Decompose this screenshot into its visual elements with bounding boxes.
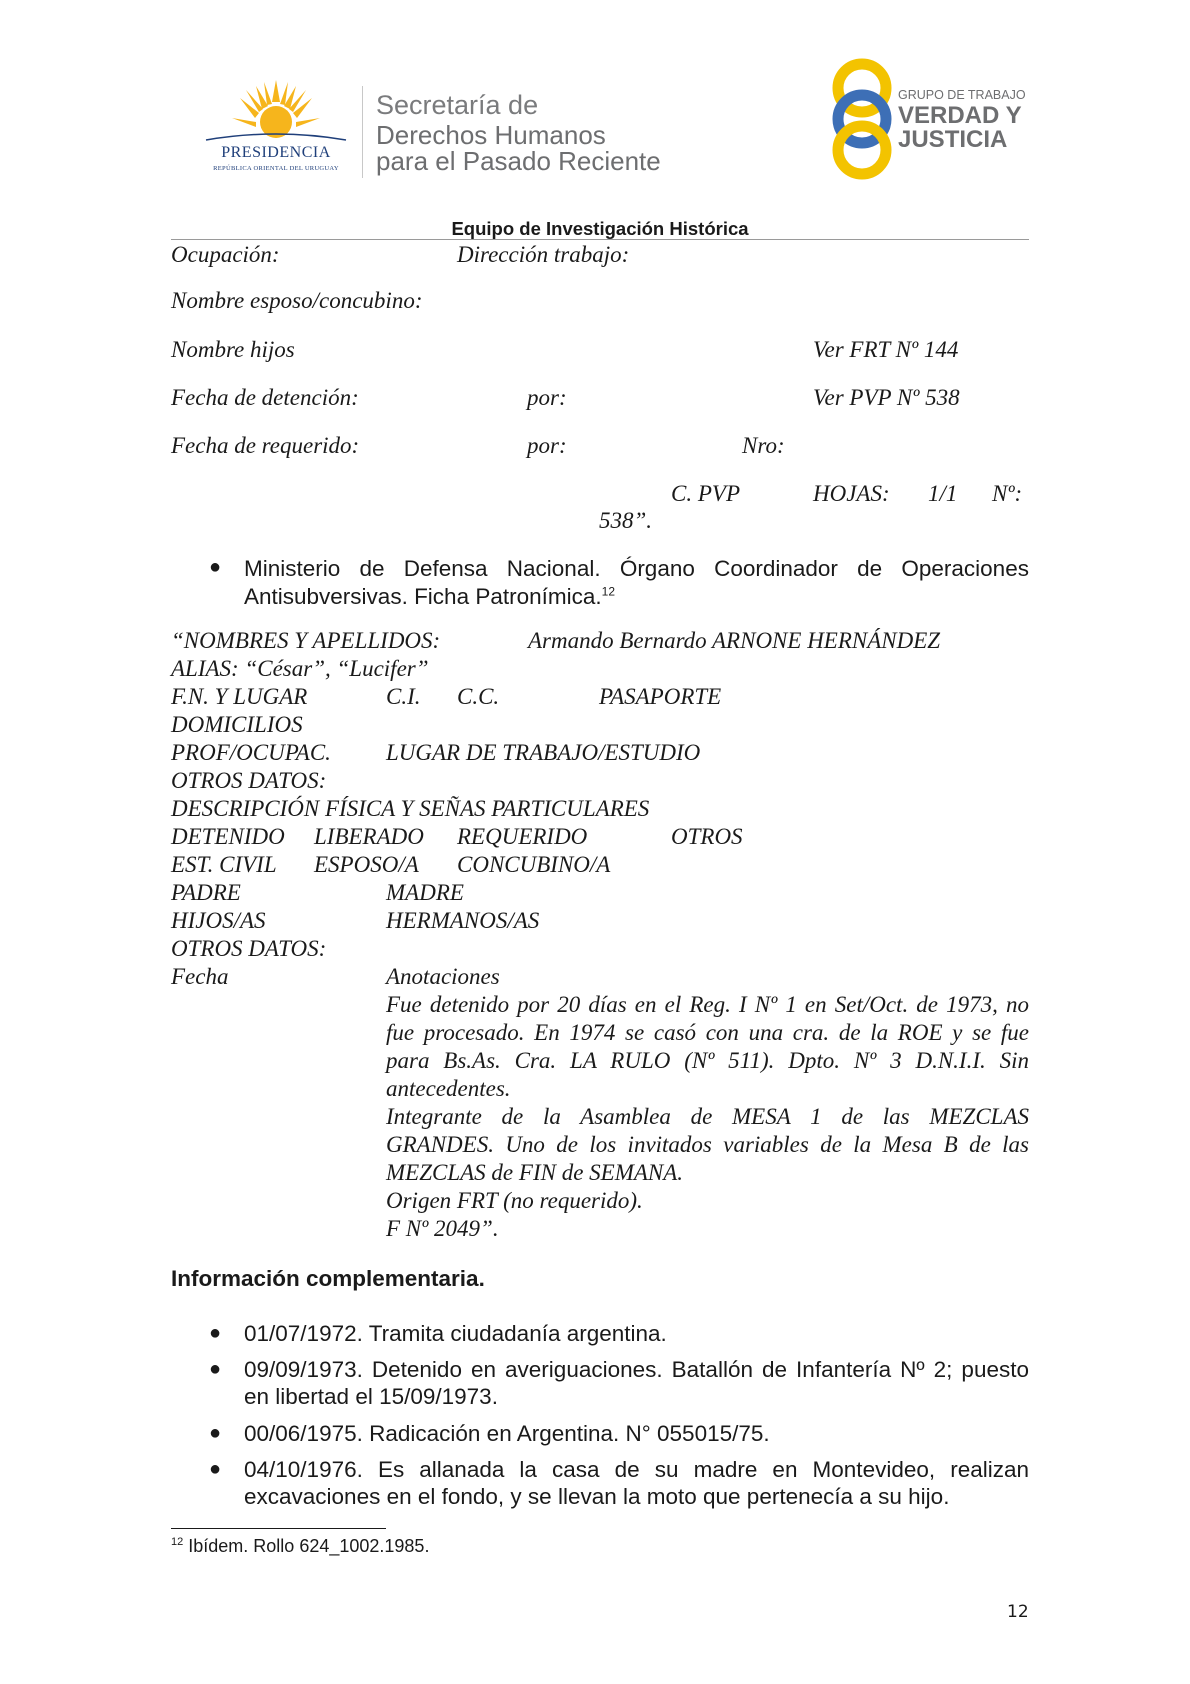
complementaria-item: 00/06/1975. Radicación en Argentina. N° 055015/75. xyxy=(244,1421,770,1446)
lugar-trabajo-label: LUGAR DE TRABAJO/ESTUDIO xyxy=(386,740,701,765)
ministerio-word: Operaciones xyxy=(901,556,1029,581)
ministerio-line2 xyxy=(244,584,615,610)
fecha-requerido-label: Fecha de requerido: xyxy=(171,433,360,458)
presidencia-logo-text: PRESIDENCIA xyxy=(221,144,331,161)
footnote-rule xyxy=(171,1528,386,1529)
presidencia-logo-subtitle: REPÚBLICA ORIENTAL DEL URUGUAY xyxy=(213,165,339,172)
bullet-dot: ● xyxy=(209,1458,222,1480)
anotaciones-line: Fue detenido por 20 días en el Reg. I Nº 1 en Set/Oct. de 1973, no xyxy=(386,992,1029,1017)
anotaciones-line: antecedentes. xyxy=(386,1076,511,1101)
anotaciones-line: fue procesado. En 1974 se casó con una cra. de la ROE y se fue xyxy=(386,1020,1029,1045)
ministerio-word: de xyxy=(359,556,385,581)
numero-value: 538”. xyxy=(599,508,653,533)
nro-label: Nro: xyxy=(742,433,785,458)
nombres-label: “NOMBRES Y APELLIDOS: xyxy=(171,628,441,653)
otros-datos-label-1: OTROS DATOS: xyxy=(171,768,327,793)
prof-ocupac-label: PROF/OCUPAC. xyxy=(171,740,331,765)
ministerio-word: Coordinador xyxy=(714,556,838,581)
complementaria-item: 04/10/1976. Es allanada la casa de su madre en Montevideo, realizan excavaciones en el fondo, y se llevan la moto que pertenecía a su hijo. xyxy=(244,1457,1029,1509)
hermanos-label: HERMANOS/AS xyxy=(386,908,540,933)
ministerio-word: Defensa xyxy=(403,556,488,581)
bullet-dot: ● xyxy=(209,1422,222,1444)
fecha-detencion-label: Fecha de detención: xyxy=(171,385,359,410)
secretaria-logo-line1: Secretaría de xyxy=(376,90,539,120)
logo-divider xyxy=(362,86,363,178)
descripcion-label: DESCRIPCIÓN FÍSICA Y SEÑAS PARTICULARES xyxy=(171,796,650,821)
alias-line: ALIAS: “César”, “Lucifer” xyxy=(171,656,429,681)
page-number: 12 xyxy=(1007,1602,1029,1622)
anotaciones-line: MEZCLAS de FIN de SEMANA. xyxy=(386,1160,684,1185)
pasaporte-label: PASAPORTE xyxy=(599,684,722,709)
nombres-value: Armando Bernardo ARNONE HERNÁNDEZ xyxy=(528,628,941,653)
fn-lugar-label: F.N. Y LUGAR xyxy=(171,684,308,709)
footnote-number: 12 xyxy=(171,1536,184,1548)
sun-icon xyxy=(196,80,356,150)
cc-label: C.C. xyxy=(457,684,500,709)
bullet-dot: ● xyxy=(209,556,222,578)
footnote xyxy=(171,1536,429,1557)
gt-logo-line1: GRUPO DE TRABAJO xyxy=(898,88,1026,102)
footnote-ref[interactable]: 12 xyxy=(601,584,615,599)
numero-label: Nº: xyxy=(992,481,1023,506)
hojas-label: HOJAS: xyxy=(813,481,890,506)
fecha-label: Fecha xyxy=(171,964,229,989)
section-heading: Información complementaria. xyxy=(171,1266,485,1291)
nombre-hijos-label: Nombre hijos xyxy=(171,337,295,362)
team-title: Equipo de Investigación Histórica xyxy=(451,218,749,239)
ci-label: C.I. xyxy=(386,684,421,709)
por-label-1: por: xyxy=(527,385,567,410)
anotaciones-line: GRANDES. Uno de los invitados variables de la Mesa B de las xyxy=(386,1132,1029,1157)
hijos-label: HIJOS/AS xyxy=(171,908,266,933)
ver-pvp-reference: Ver PVP Nº 538 xyxy=(813,385,960,410)
secretaria-logo-line2: Derechos Humanos xyxy=(376,120,606,150)
complementaria-item: 09/09/1973. Detenido en averiguaciones. Batallón de Infantería Nº 2; puesto en libertad el 15/09/1973. xyxy=(244,1357,1029,1409)
domicilios-label: DOMICILIOS xyxy=(171,712,303,737)
anotaciones-label: Anotaciones xyxy=(386,964,500,989)
ministerio-line1 xyxy=(244,556,1029,582)
ministerio-word: Nacional. xyxy=(506,556,601,581)
anotaciones-line: para Bs.As. Cra. LA RULO (Nº 511). Dpto. Nº 3 D.N.I.I. Sin xyxy=(386,1048,1029,1073)
otros-label: OTROS xyxy=(671,824,743,849)
anotaciones-line: F Nº 2049”. xyxy=(386,1216,499,1241)
header-rule xyxy=(171,239,1029,240)
anotaciones-line: Origen FRT (no requerido). xyxy=(386,1188,643,1213)
ocupacion-label: Ocupación: xyxy=(171,242,280,267)
direccion-trabajo-label: Dirección trabajo: xyxy=(457,242,630,267)
detenido-label: DETENIDO xyxy=(171,824,285,849)
nombre-esposo-label: Nombre esposo/concubino: xyxy=(171,288,423,313)
complementaria-item: 01/07/1972. Tramita ciudadanía argentina. xyxy=(244,1321,667,1346)
presidencia-logo xyxy=(196,80,356,180)
secretaria-logo-line3: para el Pasado Reciente xyxy=(376,146,661,176)
bullet-dot: ● xyxy=(209,1358,222,1380)
linked-rings-icon xyxy=(822,56,902,182)
concubino-label: CONCUBINO/A xyxy=(457,852,611,877)
padre-label: PADRE xyxy=(171,880,241,905)
esposo-label: ESPOSO/A xyxy=(314,852,419,877)
cpvp-label: C. PVP xyxy=(671,481,740,506)
gt-logo-line3: JUSTICIA xyxy=(898,126,1008,153)
ministerio-line2-text: Antisubversivas. Ficha Patronímica. xyxy=(244,584,602,609)
otros-datos-label-2: OTROS DATOS: xyxy=(171,936,327,961)
ministerio-word: Ministerio xyxy=(244,556,341,581)
footnote-text: Ibídem. Rollo 624_1002.1985. xyxy=(188,1536,430,1556)
hojas-value: 1/1 xyxy=(928,481,958,506)
verdad-justicia-logo xyxy=(822,56,1032,182)
ver-frt-reference: Ver FRT Nº 144 xyxy=(813,337,959,362)
madre-label: MADRE xyxy=(386,880,464,905)
ministerio-word: de xyxy=(857,556,883,581)
est-civil-label: EST. CIVIL xyxy=(171,852,277,877)
anotaciones-line: Integrante de la Asamblea de MESA 1 de las MEZCLAS xyxy=(386,1104,1029,1129)
por-label-2: por: xyxy=(527,433,567,458)
bullet-dot: ● xyxy=(209,1322,222,1344)
requerido-label: REQUERIDO xyxy=(457,824,588,849)
ministerio-word: Órgano xyxy=(619,556,695,581)
liberado-label: LIBERADO xyxy=(314,824,424,849)
gt-logo-line2: VERDAD Y xyxy=(898,102,1022,129)
